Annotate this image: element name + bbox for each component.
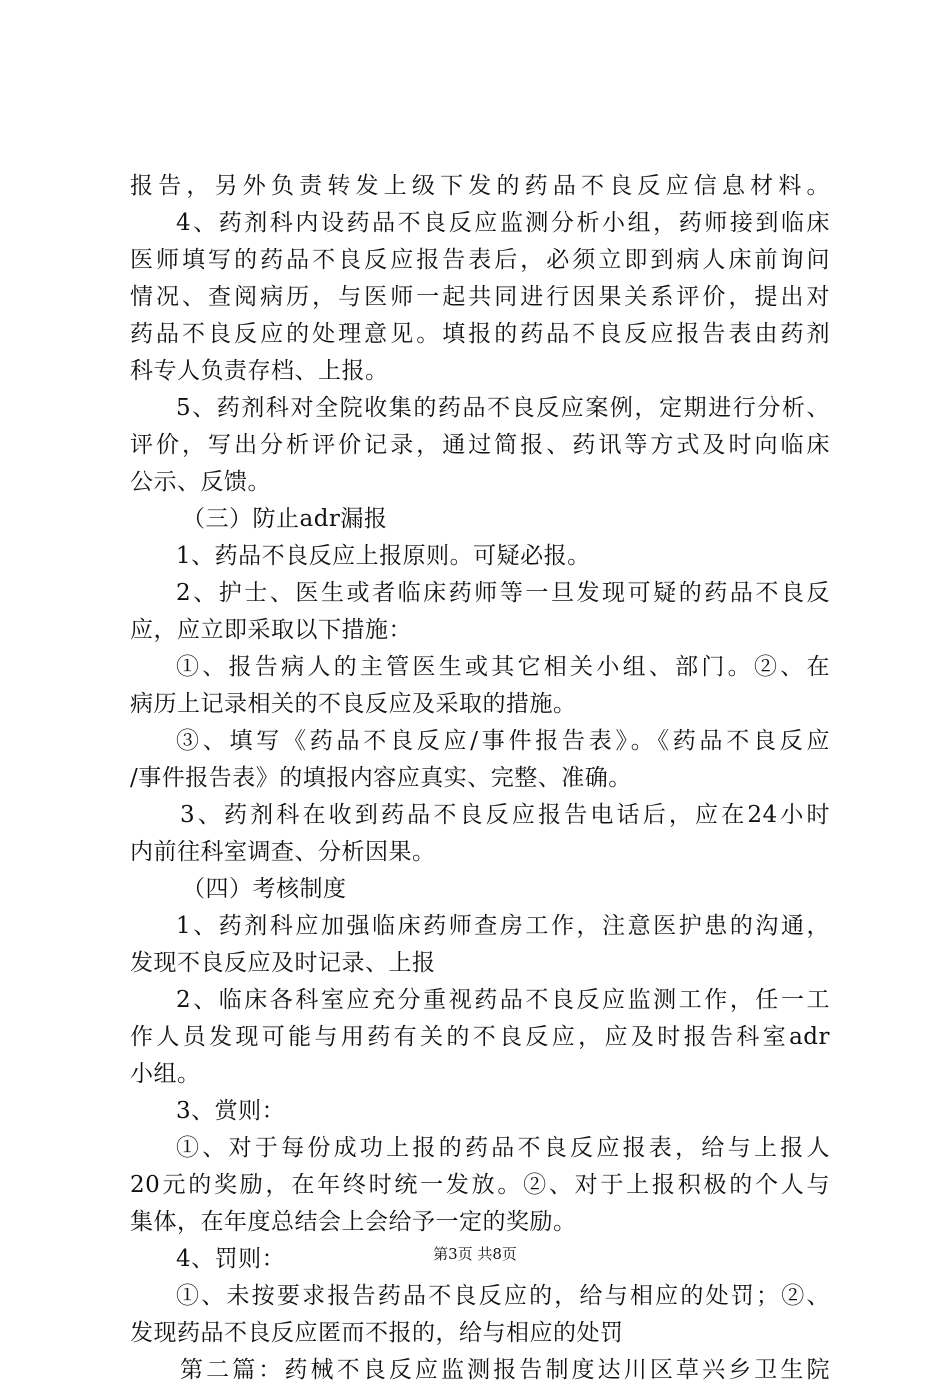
- text-line: 4、药剂科内设药品不良反应监测分析小组，药师接到临床: [176, 210, 830, 236]
- text-line: 1、药剂科应加强临床药师查房工作，注意医护患的沟通，: [176, 913, 830, 939]
- page-number: 第3页 共8页: [433, 1245, 517, 1263]
- text-line: 药品不良反应的处理意见。填报的药品不良反应报告表由药剂: [130, 321, 830, 347]
- text-line: 1、药品不良反应上报原则。可疑必报。: [176, 543, 591, 569]
- text-line: 发现药品不良反应匿而不报的，给与相应的处罚: [130, 1320, 624, 1346]
- text-line: 5、药剂科对全院收集的药品不良反应案例，定期进行分析、: [176, 395, 830, 421]
- text-line: 2、护士、医生或者临床药师等一旦发现可疑的药品不良反: [176, 580, 830, 606]
- text-line: 病历上记录相关的不良反应及采取的措施。: [130, 691, 577, 717]
- page-footer: [0, 1244, 950, 1264]
- text-line: ①、未按要求报告药品不良反应的，给与相应的处罚；②、: [176, 1283, 830, 1309]
- text-line: 情况、查阅病历，与医师一起共同进行因果关系评价，提出对: [130, 284, 830, 310]
- text-line: 20元的奖励，在年终时统一发放。②、对于上报积极的个人与: [130, 1172, 830, 1198]
- text-line: 内前往科室调查、分析因果。: [130, 839, 436, 865]
- text-line: 医师填写的药品不良反应报告表后，必须立即到病人床前询问: [130, 247, 830, 273]
- text-line: 应，应立即采取以下措施：: [130, 617, 412, 643]
- text-line: 4、罚则：: [176, 1246, 286, 1272]
- text-line: 3、赏则：: [176, 1098, 286, 1124]
- text-line: 评价，写出分析评价记录，通过简报、药讯等方式及时向临床: [130, 432, 830, 458]
- text-line: 2、临床各科室应充分重视药品不良反应监测工作，任一工: [176, 987, 830, 1013]
- text-line: 第二篇：药械不良反应监测报告制度达川区草兴乡卫生院: [180, 1357, 830, 1383]
- text-line: 报告，另外负责转发上级下发的药品不良反应信息材料。: [130, 173, 830, 199]
- text-line: 小组。: [130, 1061, 201, 1087]
- section-heading: （四）考核制度: [182, 876, 347, 902]
- text-line: 科专人负责存档、上报。: [130, 358, 389, 384]
- text-line: ①、报告病人的主管医生或其它相关小组、部门。②、在: [176, 654, 830, 680]
- text-line: 集体，在年度总结会上会给予一定的奖励。: [130, 1209, 577, 1235]
- text-line: 作人员发现可能与用药有关的不良反应，应及时报告科室adr: [130, 1024, 830, 1050]
- text-line: ③、填写《药品不良反应/事件报告表》。《药品不良反应: [176, 728, 830, 754]
- text-line: 公示、反馈。: [130, 469, 271, 495]
- text-line: 发现不良反应及时记录、上报: [130, 950, 436, 976]
- text-line: /事件报告表》的填报内容应真实、完整、准确。: [130, 765, 632, 791]
- text-line: ①、对于每份成功上报的药品不良反应报表，给与上报人: [176, 1135, 830, 1161]
- text-line: 3、药剂科在收到药品不良反应报告电话后，应在24小时: [180, 802, 830, 828]
- body-text: [130, 168, 830, 1389]
- section-heading: （三）防止adr漏报: [182, 506, 388, 532]
